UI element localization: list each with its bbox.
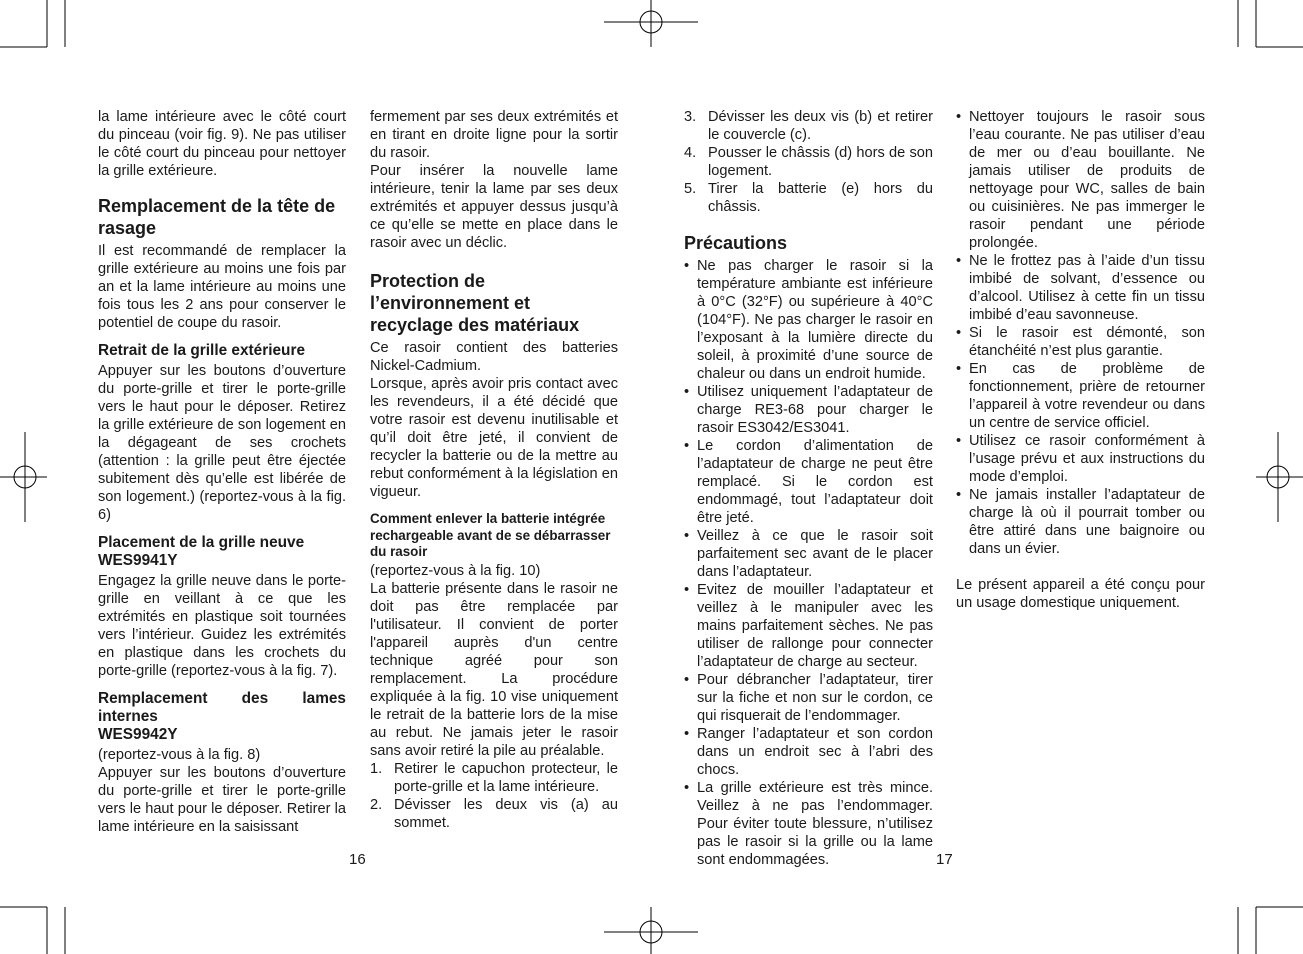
- list-item: [684, 108, 933, 144]
- bullet-text: Utilisez uniquement l’adaptateur de charge RE3-68 pour charger le rasoir ES3042/ES3041.: [697, 384, 933, 436]
- step-text: Dévisser les deux vis (b) et retirer le couvercle (c).: [708, 109, 933, 143]
- inner-blades-paragraph: Appuyer sur les boutons d’ouverture du porte-grille et tirer le porte-grille vers le haut pour le déposer. Retirer la lame intérieure en la saisissant: [98, 765, 346, 835]
- list-item: [956, 324, 1205, 360]
- list-item: [684, 725, 933, 779]
- step-number: 3.: [684, 109, 697, 125]
- page-number-right: 17: [936, 851, 953, 868]
- bullet-text: Le cordon d’alimentation de l’adaptateur de charge ne peut être remplacé. Si le cordon est endommagé, tout l’adaptateur doit être jeté.: [697, 438, 933, 526]
- bullet-text: Ne pas charger le rasoir si la température ambiante est inférieure à 0°C (32°F) ou supérieure à 40°C (104°F). Ne pas charger le rasoir en l’exposant à la lumière directe du soleil, à proximité d’une source de chaleur ou dans un endroit humide.: [697, 258, 933, 382]
- bullet-text: Pour débrancher l’adaptateur, tirer sur la fiche et non sur le cordon, ce qui risquerait de l’endommager.: [697, 672, 933, 724]
- bullet-icon: •: [956, 325, 962, 341]
- bullet-text: La grille extérieure est très mince. Veillez à ne pas l’endommager. Pour éviter toute blessure, n’utilisez pas le rasoir si la grille ou la lame sont endommagées.: [697, 780, 933, 868]
- bullet-icon: •: [684, 672, 690, 688]
- precautions-list: [684, 257, 933, 869]
- heading-new-foil: Placement de la grille neuve: [98, 534, 305, 551]
- battery-steps-list-b: [684, 108, 933, 216]
- battery-paragraph: La batterie présente dans le rasoir ne doit pas être remplacée par l'utilisateur. Il convient de porter l'appareil auprès d'un centre technique agréé pour son remplacement. La procédure expliquée à la fig. 10 vise uniquement le retrait de la batterie lors de la mise au rebut. Ne jamais jeter le rasoir sans avoir retiré la pile au préalable.: [370, 580, 618, 759]
- list-item: [956, 108, 1205, 252]
- heading-remove-foil: Retrait de la grille extérieure: [98, 342, 306, 359]
- list-item: [684, 257, 933, 383]
- battery-steps-list-a: [370, 760, 618, 832]
- bullet-text: Si le rasoir est démonté, son étanchéité n’est plus garantie.: [969, 325, 1205, 359]
- step-number: 2.: [370, 796, 383, 813]
- environment-paragraph-1: Ce rasoir contient des batteries Nickel-Cadmium.: [370, 340, 618, 374]
- domestic-use-note: Le présent appareil a été conçu pour un usage domestique uniquement.: [956, 577, 1205, 611]
- environment-paragraph-2: Lorsque, après avoir pris contact avec les revendeurs, il a été décidé que votre rasoir est devenu inutilisable et qu’il doit être jeté, il convient de recycler la batterie ou de la mettre au rebut conformément à la législation en vigueur.: [370, 376, 618, 500]
- heading-precautions: Précautions: [684, 233, 788, 253]
- bullet-icon: •: [684, 582, 690, 598]
- list-item: [684, 581, 933, 671]
- list-item: [684, 671, 933, 725]
- heading-new-foil-model: WES9941Y: [98, 552, 178, 569]
- intro-paragraph: la lame intérieure avec le côté court du pinceau (voir fig. 9). Ne pas utiliser le côté court du pinceau pour nettoyer la grille extérieure.: [98, 109, 346, 179]
- bullet-text: Nettoyer toujours le rasoir sous l’eau courante. Ne pas utiliser d’eau de mer ou d’eau bouillante. Ne jamais utiliser de produits de nettoyage pour WC, salles de bain ou cuisinières. Ne pas immerger le rasoir pendant une période prolongée.: [969, 109, 1205, 251]
- list-item: [370, 796, 618, 832]
- step-number: 5.: [684, 181, 697, 197]
- list-item: [684, 779, 933, 869]
- column-3: [684, 108, 933, 869]
- list-item: [956, 252, 1205, 324]
- bullet-icon: •: [956, 487, 962, 503]
- bullet-icon: •: [956, 361, 962, 377]
- bullet-text: Utilisez ce rasoir conformément à l’usage prévu et aux instructions du mode d’emploi.: [969, 433, 1205, 485]
- list-item: [956, 360, 1205, 432]
- blade-continuation-paragraph: fermement par ses deux extrémités et en tirant en droite ligne pour la sortir du rasoir.: [370, 109, 618, 161]
- heading-environment: Protection de l’environnement et recyclage des matériaux: [370, 271, 580, 335]
- bullet-icon: •: [684, 726, 690, 742]
- bullet-icon: •: [684, 780, 690, 796]
- bullet-icon: •: [684, 528, 690, 544]
- precautions-list-continued: [956, 108, 1205, 558]
- column-1: [98, 108, 346, 836]
- step-text: Pousser le châssis (d) hors de son logement.: [708, 145, 933, 179]
- battery-ref: (reportez-vous à la fig. 10): [370, 562, 541, 579]
- bullet-icon: •: [956, 433, 962, 449]
- bullet-icon: •: [684, 384, 690, 400]
- page-number-left: 16: [349, 851, 366, 868]
- bullet-icon: •: [956, 253, 962, 269]
- list-item: [684, 437, 933, 527]
- bullet-icon: •: [684, 258, 690, 274]
- list-item: [684, 144, 933, 180]
- list-item: [956, 432, 1205, 486]
- bullet-text: Ne le frottez pas à l’aide d’un tissu imbibé de solvant, d’essence ou d’alcool. Utilisez à cette fin un tissu imbibé d’eau savonneuse.: [969, 253, 1205, 323]
- new-foil-paragraph: Engagez la grille neuve dans le porte-grille en veillant à ce que les extrémités en plastique soit tournées vers l’intérieur. Guidez les extrémités en plastique dans les crochets du porte-grille (reportez-vous à la fig. 7).: [98, 573, 346, 679]
- bullet-icon: •: [956, 109, 962, 125]
- bullet-text: Veillez à ce que le rasoir soit parfaitement sec avant de le placer dans l’adaptateur.: [697, 528, 933, 580]
- list-item: [370, 760, 618, 796]
- remove-foil-paragraph: Appuyer sur les boutons d’ouverture du porte-grille et tirer le porte-grille vers le haut pour le déposer. Retirez la grille extérieure de son logement en la dégageant de ses crochets (attention : la grille peut être éjectée subitement dès qu’elle est libérée de son logement.) (reportez-vous à la fig. 6): [98, 363, 346, 523]
- blade-insert-paragraph: Pour insérer la nouvelle lame intérieure, tenir la lame par ses deux extrémités et appuyer dessus jusqu’à ce qu’elle se mette en place dans le rasoir avec un déclic.: [370, 163, 618, 251]
- heading-inner-blades: Remplacement des lames internes: [98, 690, 346, 725]
- bullet-text: En cas de problème de fonctionnement, prière de retourner l’appareil à votre revendeur ou dans un centre de service officiel.: [969, 361, 1205, 431]
- list-item: [684, 180, 933, 216]
- step-text: Retirer le capuchon protecteur, le porte-grille et la lame intérieure.: [394, 760, 618, 795]
- bullet-text: Evitez de mouiller l’adaptateur et veillez à le manipuler avec les mains parfaitement sèches. Ne pas utiliser de rallonge pour connecter l’adaptateur de charge au secteur.: [697, 582, 933, 670]
- bullet-text: Ne jamais installer l’adaptateur de charge là où il pourrait tomber ou être attiré dans une baignoire ou dans un évier.: [969, 487, 1205, 557]
- inner-blades-ref: (reportez-vous à la fig. 8): [98, 747, 261, 763]
- heading-battery-removal: Comment enlever la batterie intégrée rechargeable avant de se débarrasser du rasoir: [370, 511, 611, 559]
- list-item: [956, 486, 1205, 558]
- column-2: [370, 108, 618, 832]
- replacement-head-paragraph: Il est recommandé de remplacer la grille extérieure au moins une fois par an et la lame intérieure au moins une fois tous les 2 ans pour conserver le potentiel de coupe du rasoir.: [98, 243, 346, 331]
- step-text: Tirer la batterie (e) hors du châssis.: [708, 181, 933, 215]
- list-item: [684, 383, 933, 437]
- list-item: [684, 527, 933, 581]
- heading-replacement-head: Remplacement de la tête de rasage: [98, 196, 336, 238]
- step-number: 1.: [370, 760, 383, 777]
- column-4: [956, 108, 1205, 612]
- bullet-text: Ranger l’adaptateur et son cordon dans un endroit sec à l’abri des chocs.: [697, 726, 933, 778]
- bullet-icon: •: [684, 438, 690, 454]
- step-number: 4.: [684, 145, 697, 161]
- step-text: Dévisser les deux vis (a) au sommet.: [394, 796, 618, 831]
- heading-inner-blades-model: WES9942Y: [98, 726, 178, 743]
